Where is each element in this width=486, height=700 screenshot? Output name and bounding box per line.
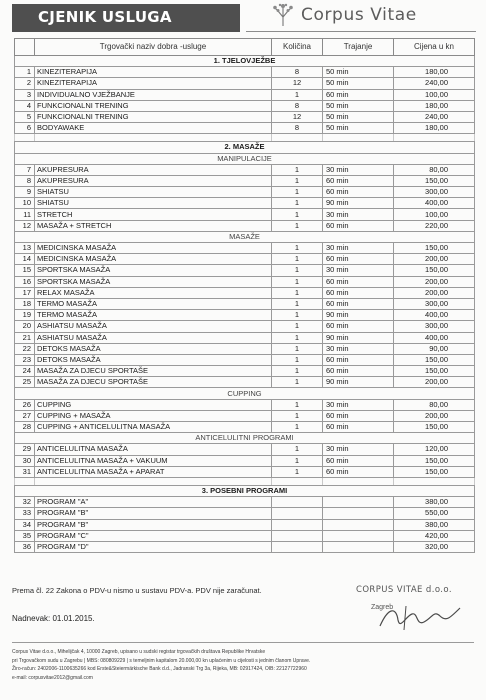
duration: 60 min <box>323 366 394 377</box>
row-number: 19 <box>15 310 35 321</box>
quantity: 1 <box>272 410 323 421</box>
price: 150,00 <box>394 366 475 377</box>
table-row <box>15 187 475 198</box>
service-name: BODYAWAKE <box>35 123 272 134</box>
quantity <box>272 541 323 552</box>
quantity: 1 <box>272 354 323 365</box>
duration: 50 min <box>323 111 394 122</box>
brand-logo <box>270 2 475 30</box>
quantity: 12 <box>272 111 323 122</box>
price: 420,00 <box>394 530 475 541</box>
price-table-body <box>15 56 475 553</box>
quantity: 1 <box>272 366 323 377</box>
duration: 60 min <box>323 298 394 309</box>
stamp-city: Zagreb <box>371 604 394 611</box>
service-name: CUPPING + ANTICELULITNA MASAŽA <box>35 422 272 433</box>
price: 80,00 <box>394 164 475 175</box>
row-number: 8 <box>15 175 35 186</box>
spacer-cell <box>15 477 35 485</box>
row-number: 9 <box>15 187 35 198</box>
subsection-heading-row <box>15 153 475 164</box>
price: 100,00 <box>394 209 475 220</box>
price: 240,00 <box>394 78 475 89</box>
price: 150,00 <box>394 466 475 477</box>
price: 150,00 <box>394 243 475 254</box>
title-band <box>12 4 240 32</box>
section-heading-row <box>15 485 475 496</box>
section-heading-row <box>15 56 475 67</box>
table-row <box>15 209 475 220</box>
row-number: 32 <box>15 497 35 508</box>
row-number: 35 <box>15 530 35 541</box>
row-number: 36 <box>15 541 35 552</box>
service-name: STRETCH <box>35 209 272 220</box>
table-row <box>15 530 475 541</box>
table-row <box>15 541 475 552</box>
table-row <box>15 455 475 466</box>
row-number: 31 <box>15 466 35 477</box>
duration: 60 min <box>323 89 394 100</box>
table-row <box>15 198 475 209</box>
price: 200,00 <box>394 276 475 287</box>
footer-divider <box>12 642 474 643</box>
section-title: 1. TJELOVJEŽBE <box>15 56 475 67</box>
price: 200,00 <box>394 254 475 265</box>
row-number: 2 <box>15 78 35 89</box>
service-name: FUNKCIONALNI TRENING <box>35 100 272 111</box>
table-row <box>15 399 475 410</box>
price: 180,00 <box>394 100 475 111</box>
row-number: 21 <box>15 332 35 343</box>
row-number: 33 <box>15 508 35 519</box>
service-name: PROGRAM "D" <box>35 541 272 552</box>
row-number: 18 <box>15 298 35 309</box>
row-number: 30 <box>15 455 35 466</box>
price: 150,00 <box>394 422 475 433</box>
quantity: 12 <box>272 78 323 89</box>
duration: 60 min <box>323 422 394 433</box>
quantity: 1 <box>272 332 323 343</box>
subsection-heading-row <box>15 388 475 399</box>
legal-line-1: Corpus Vitae d.o.o., Mihelijčak 4, 10000 Zagreb, upisano u sudski registar trgovačkih društava Republike Hrvatske <box>12 649 266 655</box>
legal-line-3: Žiro-račun: 2402006-1100635266 kod Erste&Steiermärkische Bank d.d., Jadranski Trg 3a, Rijeka, MB: 02917424, OIB: 22127722960 <box>12 666 307 673</box>
service-name: MEDICINSKA MASAŽA <box>35 254 272 265</box>
company-stamp: CORPUS VITAE d.o.o. <box>356 585 452 595</box>
table-row <box>15 298 475 309</box>
price: 150,00 <box>394 354 475 365</box>
quantity: 1 <box>272 399 323 410</box>
service-name: SPORTSKA MASAŽA <box>35 276 272 287</box>
tree-logo-icon <box>270 2 296 28</box>
price: 90,00 <box>394 343 475 354</box>
row-number: 29 <box>15 444 35 455</box>
price: 380,00 <box>394 519 475 530</box>
subsection-heading-row <box>15 231 475 242</box>
quantity: 1 <box>272 243 323 254</box>
header-qty: Količina <box>272 39 323 56</box>
price: 300,00 <box>394 187 475 198</box>
spacer-cell <box>394 134 475 142</box>
table-row <box>15 497 475 508</box>
service-name: ASHIATSU MASAŽA <box>35 321 272 332</box>
spacer-cell <box>272 134 323 142</box>
table-row <box>15 332 475 343</box>
header-duration: Trajanje <box>323 39 394 56</box>
quantity: 1 <box>272 198 323 209</box>
quantity: 1 <box>272 343 323 354</box>
quantity: 1 <box>272 164 323 175</box>
service-name: CUPPING <box>35 399 272 410</box>
service-name: ANTICELULITNA MASAŽA + VAKUUM <box>35 455 272 466</box>
table-row <box>15 78 475 89</box>
table-row <box>15 220 475 231</box>
row-number: 15 <box>15 265 35 276</box>
section-title: 3. POSEBNI PROGRAMI <box>15 485 475 496</box>
subsection-title: MASAŽE <box>15 231 475 242</box>
service-name: TERMO MASAŽA <box>35 298 272 309</box>
service-name: SHIATSU <box>35 198 272 209</box>
section-spacer <box>15 477 475 485</box>
service-name: DETOKS MASAŽA <box>35 354 272 365</box>
table-row <box>15 89 475 100</box>
service-name: TERMO MASAŽA <box>35 310 272 321</box>
quantity: 1 <box>272 444 323 455</box>
table-row <box>15 265 475 276</box>
subsection-heading-row <box>15 433 475 444</box>
quantity: 8 <box>272 123 323 134</box>
row-number: 7 <box>15 164 35 175</box>
row-number: 23 <box>15 354 35 365</box>
table-row <box>15 111 475 122</box>
service-name: FUNKCIONALNI TRENING <box>35 111 272 122</box>
service-name: DETOKS MASAŽA <box>35 343 272 354</box>
duration: 60 min <box>323 220 394 231</box>
duration: 60 min <box>323 466 394 477</box>
price: 200,00 <box>394 410 475 421</box>
row-number: 22 <box>15 343 35 354</box>
price-table <box>14 38 475 553</box>
table-row <box>15 508 475 519</box>
header-num <box>15 39 35 56</box>
price: 240,00 <box>394 111 475 122</box>
vat-note: Prema čl. 22 Zakona o PDV-u nismo u sustavu PDV-a. PDV nije zaračunat. <box>12 586 262 595</box>
duration: 50 min <box>323 100 394 111</box>
service-name: PROGRAM "B" <box>35 519 272 530</box>
table-row <box>15 175 475 186</box>
service-name: MASAŽA ZA DJECU SPORTAŠE <box>35 366 272 377</box>
service-name: PROGRAM "B" <box>35 508 272 519</box>
quantity: 1 <box>272 187 323 198</box>
service-name: RELAX MASAŽA <box>35 287 272 298</box>
duration: 30 min <box>323 265 394 276</box>
price: 300,00 <box>394 298 475 309</box>
table-row <box>15 164 475 175</box>
table-header-row <box>15 39 475 56</box>
duration: 50 min <box>323 123 394 134</box>
duration: 60 min <box>323 410 394 421</box>
duration: 30 min <box>323 164 394 175</box>
quantity <box>272 519 323 530</box>
quantity: 1 <box>272 377 323 388</box>
price: 120,00 <box>394 444 475 455</box>
duration <box>323 530 394 541</box>
header-divider <box>246 31 476 32</box>
quantity: 8 <box>272 67 323 78</box>
legal-line-2: pri Trgovačkom sudu u Zagrebu | MBS: 080809229 | s temeljnim kapitalom 20.000,00 kn uplaćenim u cijelosti s jednim članom Uprave. <box>12 657 311 664</box>
service-name: AKUPRESURA <box>35 164 272 175</box>
price: 320,00 <box>394 541 475 552</box>
table-row <box>15 343 475 354</box>
price: 400,00 <box>394 198 475 209</box>
row-number: 34 <box>15 519 35 530</box>
header-name: Trgovački naziv dobra -usluge <box>35 39 272 56</box>
duration: 50 min <box>323 67 394 78</box>
handwritten-signature <box>376 596 466 636</box>
spacer-cell <box>15 134 35 142</box>
row-number: 16 <box>15 276 35 287</box>
quantity <box>272 508 323 519</box>
legal-footer <box>12 648 477 682</box>
table-row <box>15 354 475 365</box>
service-name: KINEZITERAPIJA <box>35 67 272 78</box>
subsection-title: ANTICELULITNI PROGRAMI <box>15 433 475 444</box>
price: 180,00 <box>394 67 475 78</box>
table-row <box>15 310 475 321</box>
quantity <box>272 530 323 541</box>
duration: 30 min <box>323 444 394 455</box>
service-name: MASAŽA + STRETCH <box>35 220 272 231</box>
service-name: MASAŽA ZA DJECU SPORTAŠE <box>35 377 272 388</box>
section-spacer <box>15 134 475 142</box>
brand-name: Corpus Vitae <box>301 5 417 25</box>
table-row <box>15 67 475 78</box>
table-row <box>15 321 475 332</box>
row-number: 14 <box>15 254 35 265</box>
legal-email: e-mail: corpusvitae2012@gmail.com <box>12 674 93 681</box>
row-number: 3 <box>15 89 35 100</box>
service-name: KINEZITERAPIJA <box>35 78 272 89</box>
price: 220,00 <box>394 220 475 231</box>
quantity: 1 <box>272 321 323 332</box>
price: 80,00 <box>394 399 475 410</box>
header-price: Cijena u kn <box>394 39 475 56</box>
price: 150,00 <box>394 455 475 466</box>
table-row <box>15 466 475 477</box>
spacer-cell <box>272 477 323 485</box>
quantity: 1 <box>272 455 323 466</box>
quantity: 1 <box>272 175 323 186</box>
service-name: ANTICELULITNA MASAŽA <box>35 444 272 455</box>
spacer-cell <box>394 477 475 485</box>
price: 300,00 <box>394 321 475 332</box>
duration <box>323 497 394 508</box>
table-row <box>15 366 475 377</box>
service-name: INDIVIDUALNO VJEŽBANJE <box>35 89 272 100</box>
duration: 60 min <box>323 354 394 365</box>
duration: 30 min <box>323 243 394 254</box>
table-row <box>15 519 475 530</box>
row-number: 11 <box>15 209 35 220</box>
table-row <box>15 100 475 111</box>
spacer-cell <box>35 134 272 142</box>
table-row <box>15 410 475 421</box>
price: 400,00 <box>394 332 475 343</box>
row-number: 12 <box>15 220 35 231</box>
duration: 60 min <box>323 276 394 287</box>
quantity <box>272 497 323 508</box>
row-number: 1 <box>15 67 35 78</box>
spacer-cell <box>323 134 394 142</box>
price: 200,00 <box>394 287 475 298</box>
service-name: SPORTSKA MASAŽA <box>35 265 272 276</box>
quantity: 1 <box>272 466 323 477</box>
spacer-cell <box>35 477 272 485</box>
table-row <box>15 243 475 254</box>
price: 150,00 <box>394 175 475 186</box>
service-name: MEDICINSKA MASAŽA <box>35 243 272 254</box>
quantity: 1 <box>272 298 323 309</box>
quantity: 1 <box>272 287 323 298</box>
section-title: 2. MASAŽE <box>15 142 475 153</box>
price: 200,00 <box>394 377 475 388</box>
row-number: 25 <box>15 377 35 388</box>
duration: 60 min <box>323 321 394 332</box>
row-number: 27 <box>15 410 35 421</box>
duration: 90 min <box>323 332 394 343</box>
duration: 60 min <box>323 187 394 198</box>
row-number: 6 <box>15 123 35 134</box>
table-row <box>15 254 475 265</box>
row-number: 17 <box>15 287 35 298</box>
quantity: 1 <box>272 422 323 433</box>
row-number: 13 <box>15 243 35 254</box>
duration: 60 min <box>323 287 394 298</box>
service-name: PROGRAM "A" <box>35 497 272 508</box>
row-number: 4 <box>15 100 35 111</box>
subsection-title: CUPPING <box>15 388 475 399</box>
table-row <box>15 276 475 287</box>
row-number: 26 <box>15 399 35 410</box>
duration <box>323 508 394 519</box>
service-name: PROGRAM "C" <box>35 530 272 541</box>
duration <box>323 519 394 530</box>
row-number: 28 <box>15 422 35 433</box>
page-title: CJENIK USLUGA <box>38 8 172 26</box>
duration: 30 min <box>323 343 394 354</box>
service-name: SHIATSU <box>35 187 272 198</box>
price: 400,00 <box>394 310 475 321</box>
quantity: 1 <box>272 276 323 287</box>
date-line: Nadnevak: 01.01.2015. <box>12 614 95 623</box>
row-number: 5 <box>15 111 35 122</box>
duration: 60 min <box>323 175 394 186</box>
duration: 90 min <box>323 198 394 209</box>
table-row <box>15 123 475 134</box>
quantity: 8 <box>272 100 323 111</box>
table-row <box>15 377 475 388</box>
duration: 30 min <box>323 209 394 220</box>
table-row <box>15 287 475 298</box>
duration <box>323 541 394 552</box>
quantity: 1 <box>272 310 323 321</box>
duration: 60 min <box>323 254 394 265</box>
row-number: 24 <box>15 366 35 377</box>
table-row <box>15 444 475 455</box>
service-name: ANTICELULITNA MASAŽA + APARAT <box>35 466 272 477</box>
row-number: 10 <box>15 198 35 209</box>
quantity: 1 <box>272 89 323 100</box>
row-number: 20 <box>15 321 35 332</box>
price: 100,00 <box>394 89 475 100</box>
quantity: 1 <box>272 220 323 231</box>
quantity: 1 <box>272 265 323 276</box>
quantity: 1 <box>272 254 323 265</box>
section-heading-row <box>15 142 475 153</box>
table-row <box>15 422 475 433</box>
price: 550,00 <box>394 508 475 519</box>
spacer-cell <box>323 477 394 485</box>
duration: 90 min <box>323 310 394 321</box>
duration: 90 min <box>323 377 394 388</box>
duration: 60 min <box>323 455 394 466</box>
duration: 30 min <box>323 399 394 410</box>
service-name: AKUPRESURA <box>35 175 272 186</box>
service-name: ASHIATSU MASAŽA <box>35 332 272 343</box>
price: 380,00 <box>394 497 475 508</box>
price: 180,00 <box>394 123 475 134</box>
price: 150,00 <box>394 265 475 276</box>
duration: 50 min <box>323 78 394 89</box>
quantity: 1 <box>272 209 323 220</box>
subsection-title: MANIPULACIJE <box>15 153 475 164</box>
service-name: CUPPING + MASAŽA <box>35 410 272 421</box>
